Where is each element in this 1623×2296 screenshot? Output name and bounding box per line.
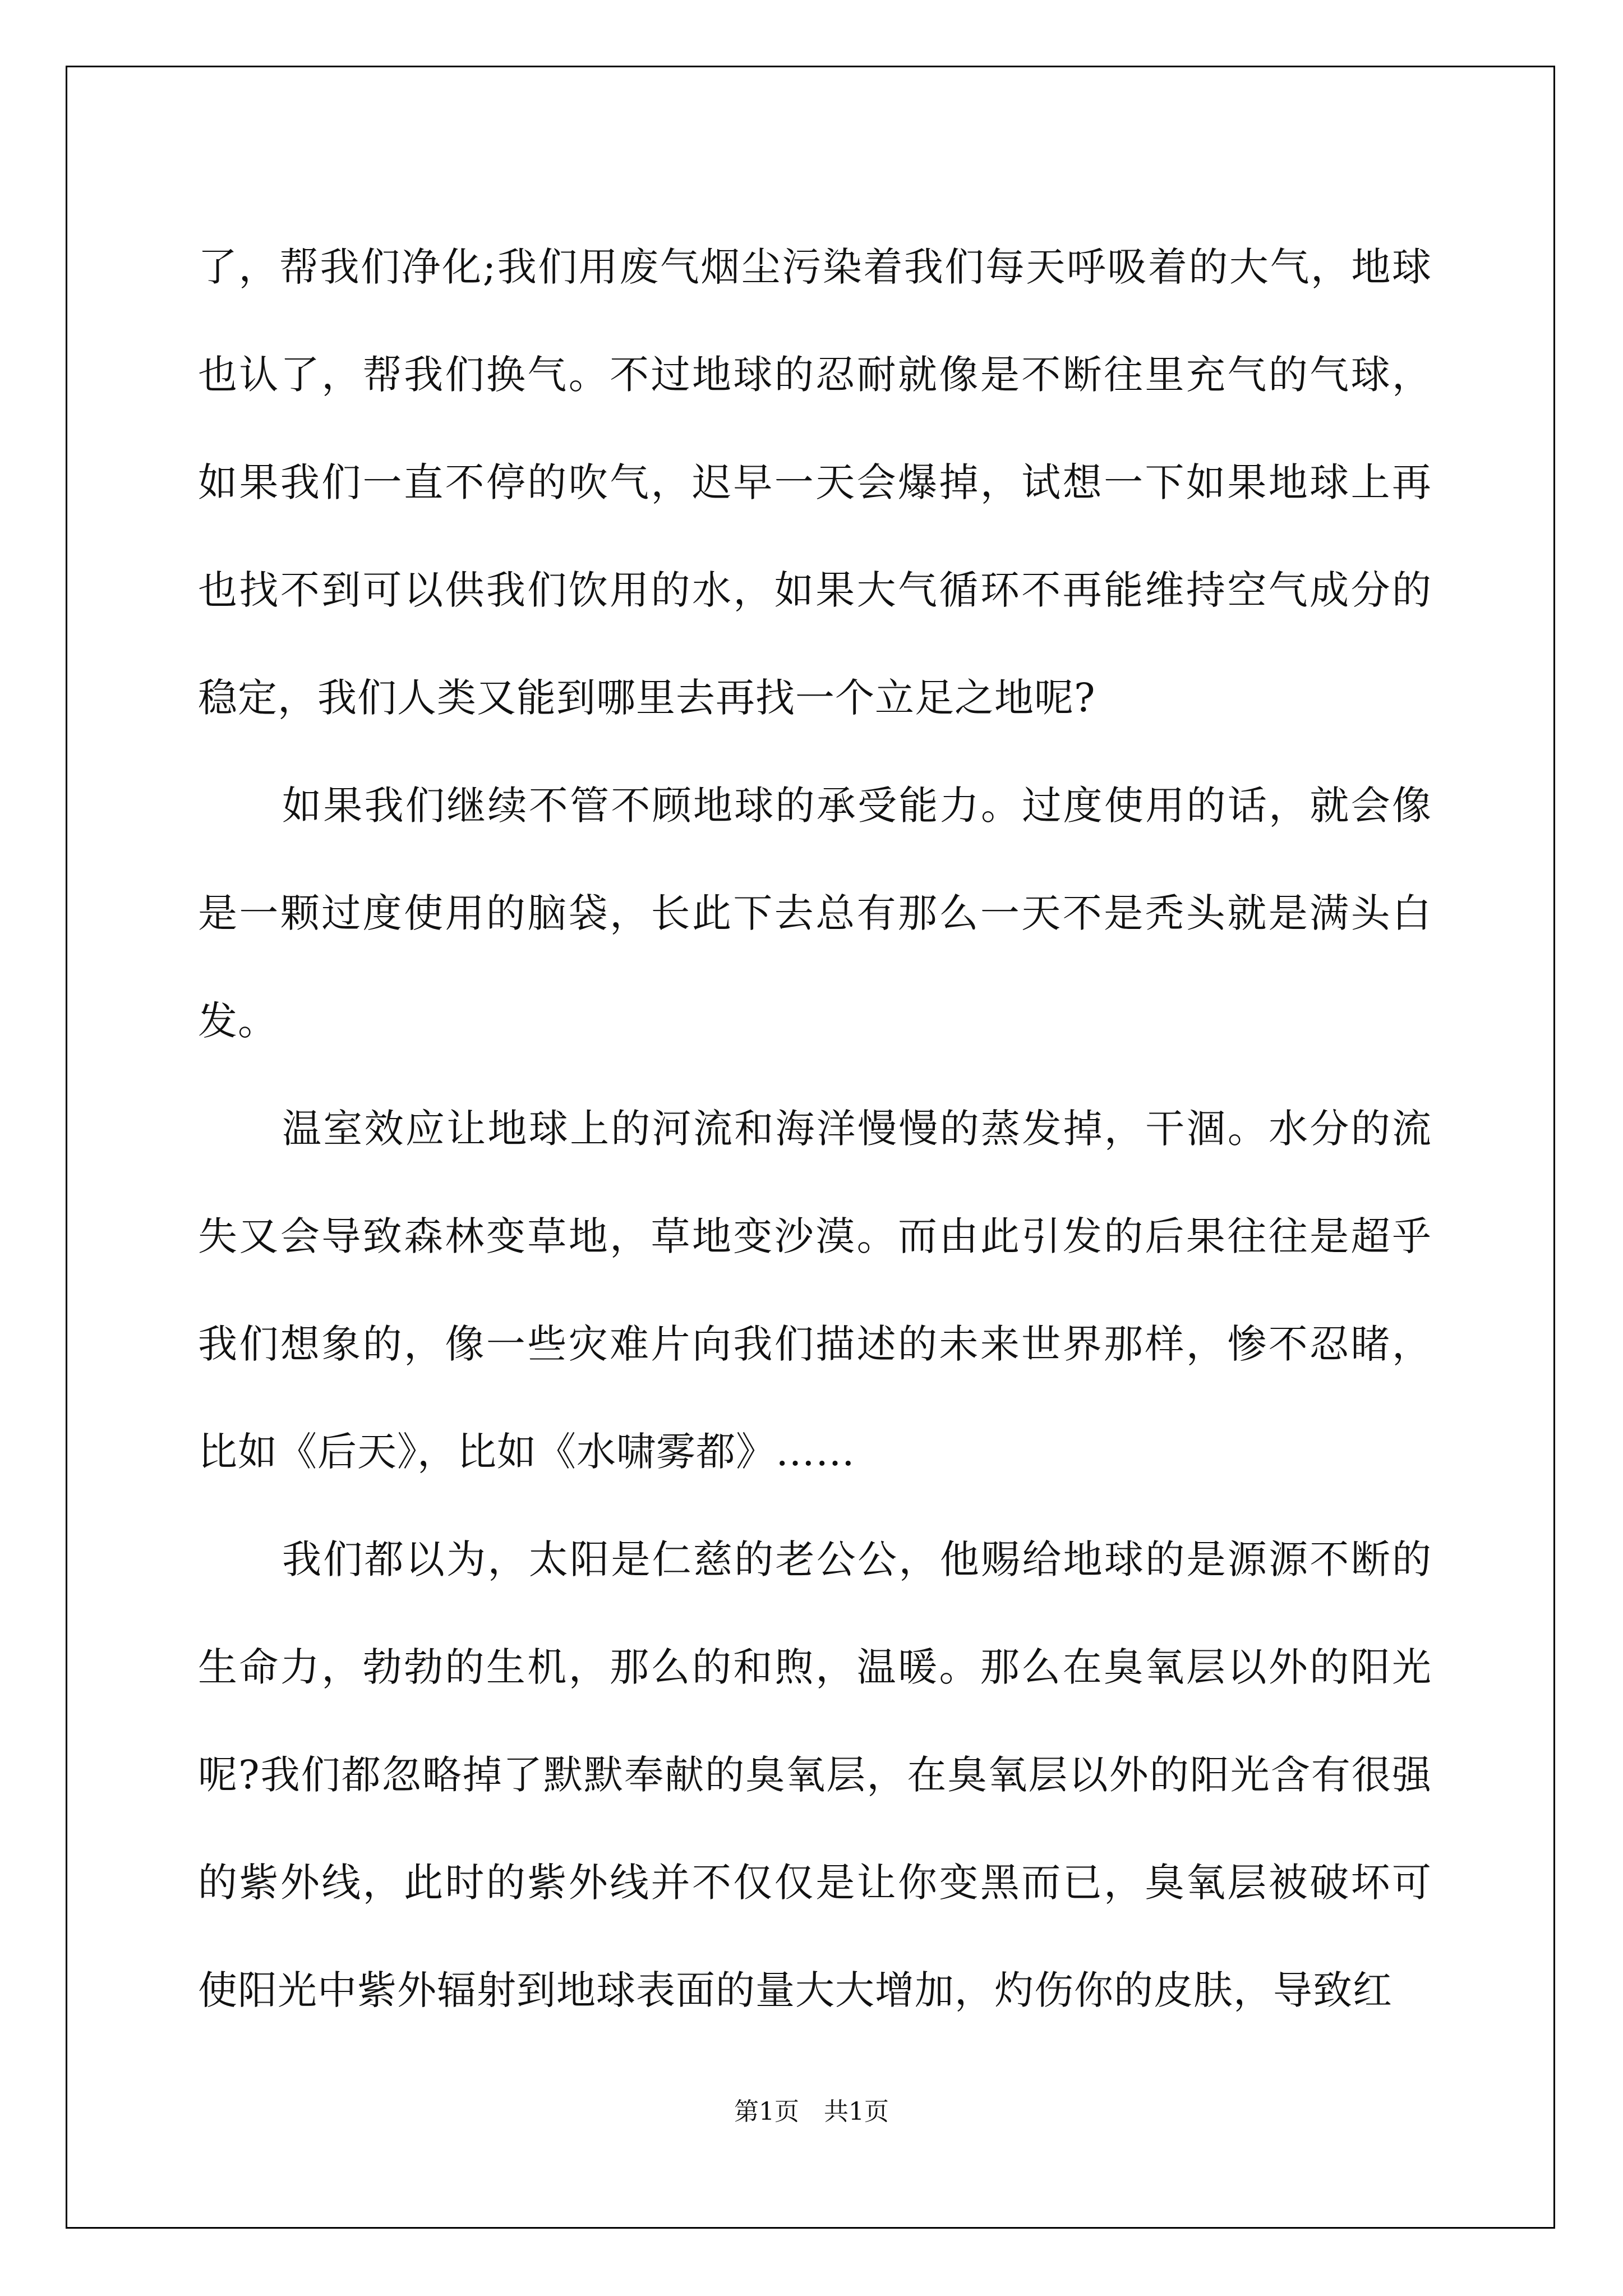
paragraph-4: 我们都以为，太阳是仁慈的老公公，他赐给地球的是源源不断的生命力，勃勃的生机，那么的和煦，温暖。那么在臭氧层以外的阳光呢?我们都忽略掉了默默奉献的臭氧层，在臭氧层以外的阳光含有很强的紫外线，此时的紫外线并不仅仅是让你变黑而已，臭氧层被破坏可使阳光中紫外辐射到地球表面的量大大增加，灼伤你的皮肤，导致红 [198, 1536, 1432, 2013]
page-footer: 第1页 共1页 [734, 2097, 889, 2126]
paragraph-3: 温室效应让地球上的河流和海洋慢慢的蒸发掉，干涸。水分的流失又会导致森林变草地，草地变沙漠。而由此引发的后果往往是超乎我们想象的，像一些灾难片向我们描述的未来世界那样，惨不忍睹，比如《后天》，比如《水啸雾都》…… [198, 1106, 1432, 1475]
paragraph-1: 了，帮我们净化;我们用废气烟尘污染着我们每天呼吸着的大气，地球也认了，帮我们换气。不过地球的忍耐就像是不断往里充气的气球，如果我们一直不停的吹气，迟早一天会爆掉，试想一下如果地球上再也找不到可以供我们饮用的水，如果大气循环不再能维持空气成分的稳定，我们人类又能到哪里去再找一个立足之地呢? [198, 244, 1432, 721]
document-body [198, 213, 1432, 2044]
paragraph-2: 如果我们继续不管不顾地球的承受能力。过度使用的话，就会像是一颗过度使用的脑袋，长此下去总有那么一天不是秃头就是满头白发。 [198, 783, 1432, 1044]
